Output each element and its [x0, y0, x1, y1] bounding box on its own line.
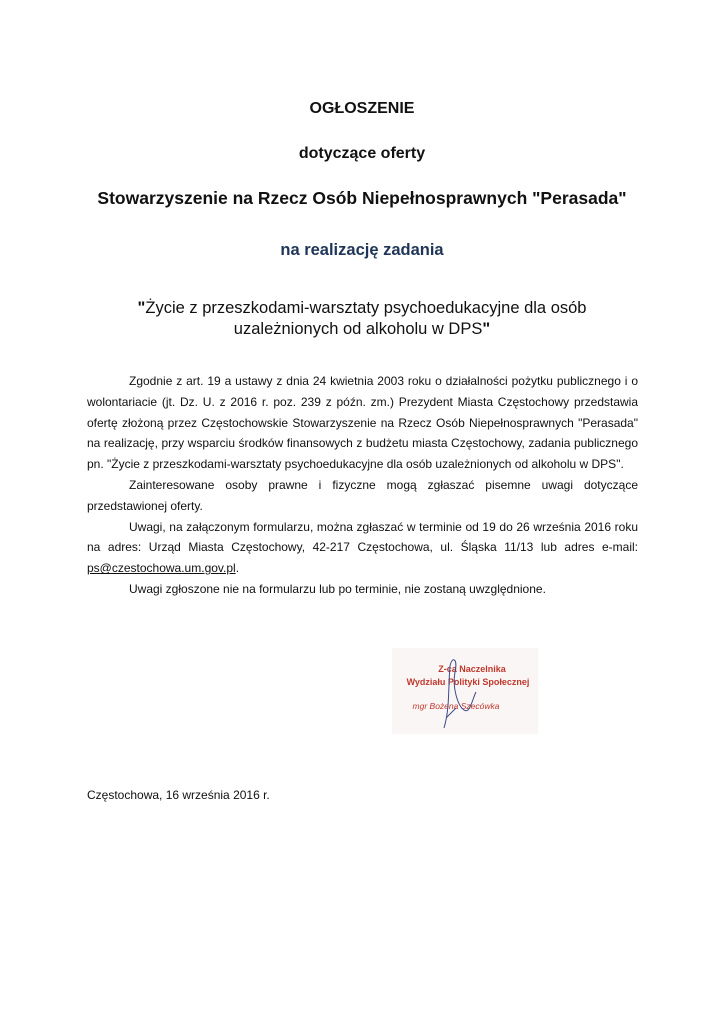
announcement-body	[87, 371, 638, 600]
document-title: OGŁOSZENIE	[309, 100, 415, 117]
place-and-date: Częstochowa, 16 września 2016 r.	[87, 788, 270, 802]
task-line-2: uzależnionych od alkoholu w DPS	[233, 320, 483, 338]
organization-name: Stowarzyszenie na Rzecz Osób Niepełnosprawnych "Perasada"	[97, 188, 627, 208]
task-intro: na realizację zadania	[280, 241, 444, 259]
stamp-line-1: Z-ca Naczelnika	[438, 664, 506, 674]
submission-text: Uwagi, na załączonym formularzu, można zgłaszać w terminie od 19 do 26 września 2016 roku na adres: Urząd Miasta Częstochowy, 42-217 Częstochowa, ul. Śląska 11/13 lub adres e-mail:	[87, 519, 638, 555]
email-link[interactable]: ps@czestochowa.um.gov.pl	[87, 561, 236, 576]
stamp-line-3: mgr Bożena Szecówka	[412, 701, 500, 711]
paragraph-interested-parties: Zainteresowane osoby prawne i fizyczne mogą zgłaszać pisemne uwagi dotyczące przedstawionej oferty.	[87, 477, 638, 513]
paragraph-legal-basis: Zgodnie z art. 19 a ustawy z dnia 24 kwietnia 2003 roku o działalności pożytku publicznego i o wolontariacie (jt. Dz. U. z 2016 r. poz. 239 z późn. zm.) Prezydent Miasta Częstochowy przedstawia ofertę złożoną przez Częstochowskie Stowarzyszenie na Rzecz Osób Niepełnosprawnych "Perasada" na realizację, przy wsparciu środków finansowych z budżetu miasta Częstochowy, zadania publicznego pn. "Życie z przeszkodami-warsztaty psychoedukacyjne dla osób uzależnionych od alkoholu w DPS".	[87, 374, 638, 472]
task-name	[0, 298, 724, 340]
stamp-line-2: Wydziału Polityki Społecznej	[406, 677, 530, 687]
task-close-quote: "	[482, 320, 491, 338]
paragraph-rejection: Uwagi zgłoszone nie na formularzu lub po terminie, nie zostaną uwzględnione.	[129, 581, 546, 596]
paragraph-submission	[87, 517, 638, 579]
document-subtitle: dotyczące oferty	[298, 145, 426, 162]
task-line-1: Życie z przeszkodami-warsztaty psychoedukacyjne dla osób	[145, 299, 587, 317]
submission-end: .	[235, 561, 240, 576]
official-stamp-signature	[392, 648, 538, 734]
task-open-quote: "	[137, 299, 146, 317]
